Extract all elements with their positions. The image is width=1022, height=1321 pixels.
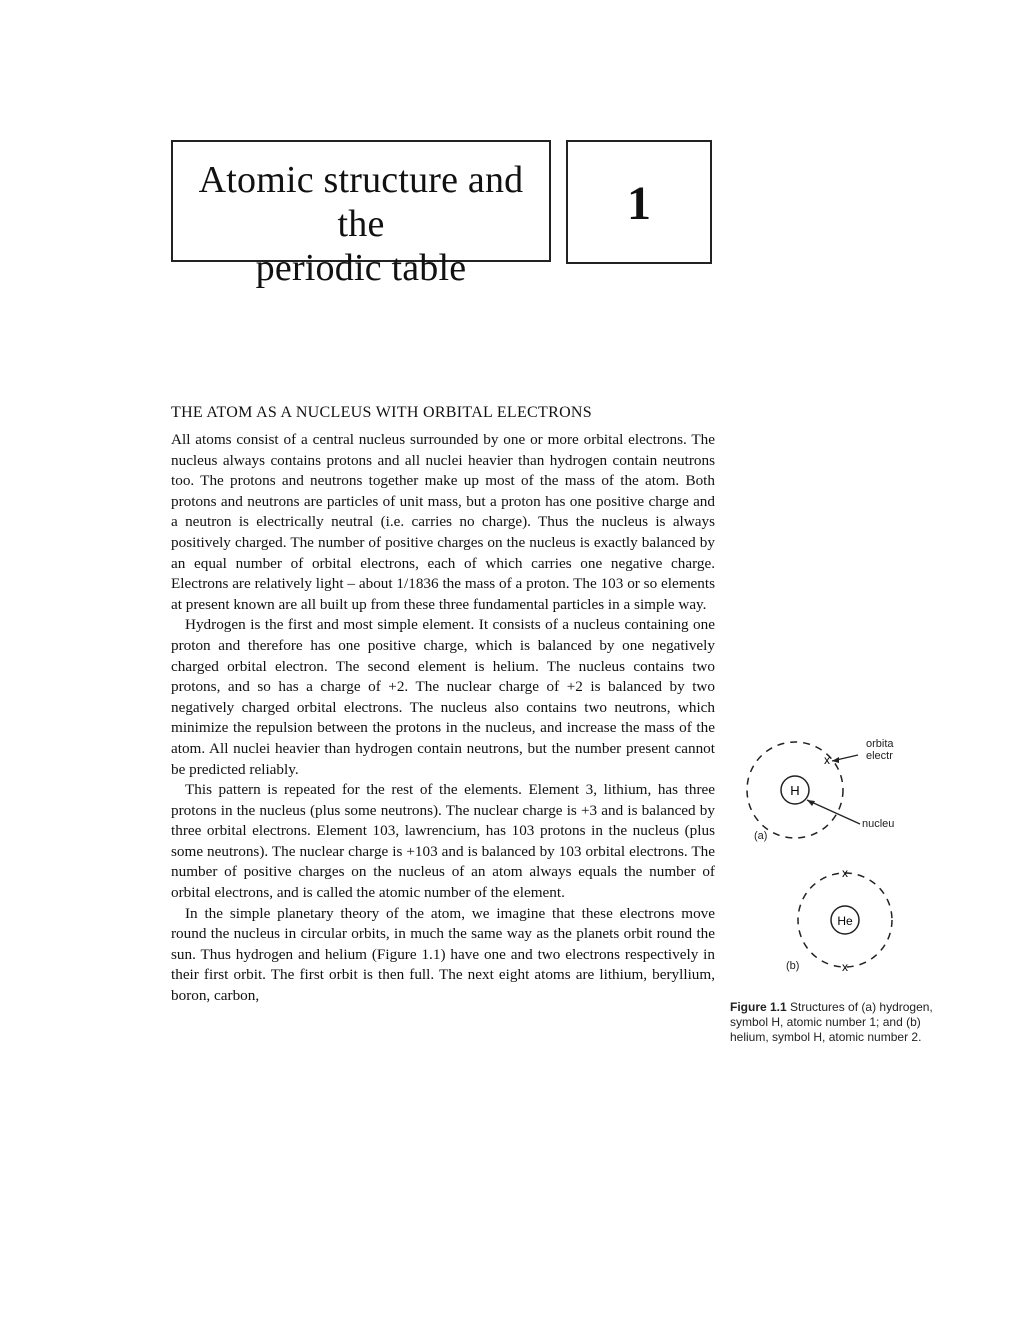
arrow-head: [807, 800, 815, 806]
section-heading: THE ATOM AS A NUCLEUS WITH ORBITAL ELECTRONS: [171, 404, 592, 421]
label-nucleus: nucleu: [862, 818, 895, 830]
paragraph-1: All atoms consist of a central nucleus surrounded by one or more orbital electrons. The nucleus always contains protons and all nuclei heavier than hydrogen contain neutrons too. The protons and neutrons together make up most of the mass of the atom. Both protons and neutrons are particles of unit mass, but a proton has one positive charge and a neutron is electrically neutral (i.e. carries no charge). Thus the nucleus is always positively charged. The number of positive charges on the nucleus is exactly balanced by an equal number of orbital electrons, each of which carries one negative charge. Electrons are relatively light – about 1/1836 the mass of a proton. The 103 or so elements at present known are all built up from these three fundamental particles in a simple way.: [171, 431, 715, 613]
chapter-title-line-2: periodic table: [255, 247, 467, 289]
arrow-head: [832, 757, 839, 763]
figure-1-1: [740, 730, 950, 1000]
helium-symbol: He: [837, 914, 853, 928]
paragraph-2: Hydrogen is the first and most simple element. It consists of a nucleus containing one proton and therefore has one positive charge, which is balanced by one negatively charged orbital electron. The second element is helium. The nucleus contains two protons, and so has a charge of +2. The nuclear charge of +2 is balanced by two negatively charged orbital electrons. The nucleus also contains two neutrons, which minimize the repulsion between the protons in the nucleus, and increase the mass of the atom. All nuclei heavier than hydrogen contain neutrons, but the number present cannot be predicted reliably.: [171, 616, 715, 778]
paragraph-4: In the simple planetary theory of the atom, we imagine that these electrons move round the nucleus in circular orbits, in much the same way as the planets orbit round the sun. Thus hydrogen and helium (Figure 1.1) have one and two electrons respectively in their first orbit. The first orbit is then full. The next eight atoms are lithium, beryllium, boron, carbon,: [171, 904, 715, 1005]
hydrogen-symbol: H: [790, 783, 800, 798]
paragraph-3: This pattern is repeated for the rest of the elements. Element 3, lithium, has three protons in the nucleus (plus some neutrons). The nuclear charge is +3 and is balanced by three orbital electrons. Element 103, lawrencium, has 103 protons in the nucleus (plus some neutrons). The nuclear charge is +103 and is balanced by 103 orbital electrons. The number of positive charges on the nucleus of an atom always equals the number of orbital electrons, and is called the atomic number of the element.: [171, 781, 715, 902]
chapter-number-box: [566, 140, 712, 264]
helium-electron-bottom: x: [842, 960, 848, 974]
helium-electron-top: x: [842, 866, 848, 880]
chapter-number: 1: [627, 177, 651, 230]
atom-diagram: [740, 730, 950, 1000]
label-orbital-line-2: electr: [866, 750, 893, 762]
chapter-title: [173, 158, 549, 290]
nucleus-arrow: [807, 800, 860, 824]
hydrogen-electron: x: [824, 753, 830, 767]
label-orbital: [866, 738, 894, 762]
caption-text: Structures of (a) hydrogen, symbol H, atomic number 1; and (b) helium, symbol H, atomic number 2.: [730, 1000, 933, 1044]
caption-label: Figure 1.1: [730, 1000, 787, 1014]
panel-b-label: (b): [786, 960, 800, 972]
body-text: [171, 430, 715, 1007]
panel-a-label: (a): [754, 830, 768, 842]
label-orbital-line-1: orbita: [866, 738, 894, 750]
chapter-title-box: [171, 140, 551, 289]
chapter-title-line-1: Atomic structure and the: [198, 159, 524, 245]
figure-caption: [730, 1000, 940, 1045]
